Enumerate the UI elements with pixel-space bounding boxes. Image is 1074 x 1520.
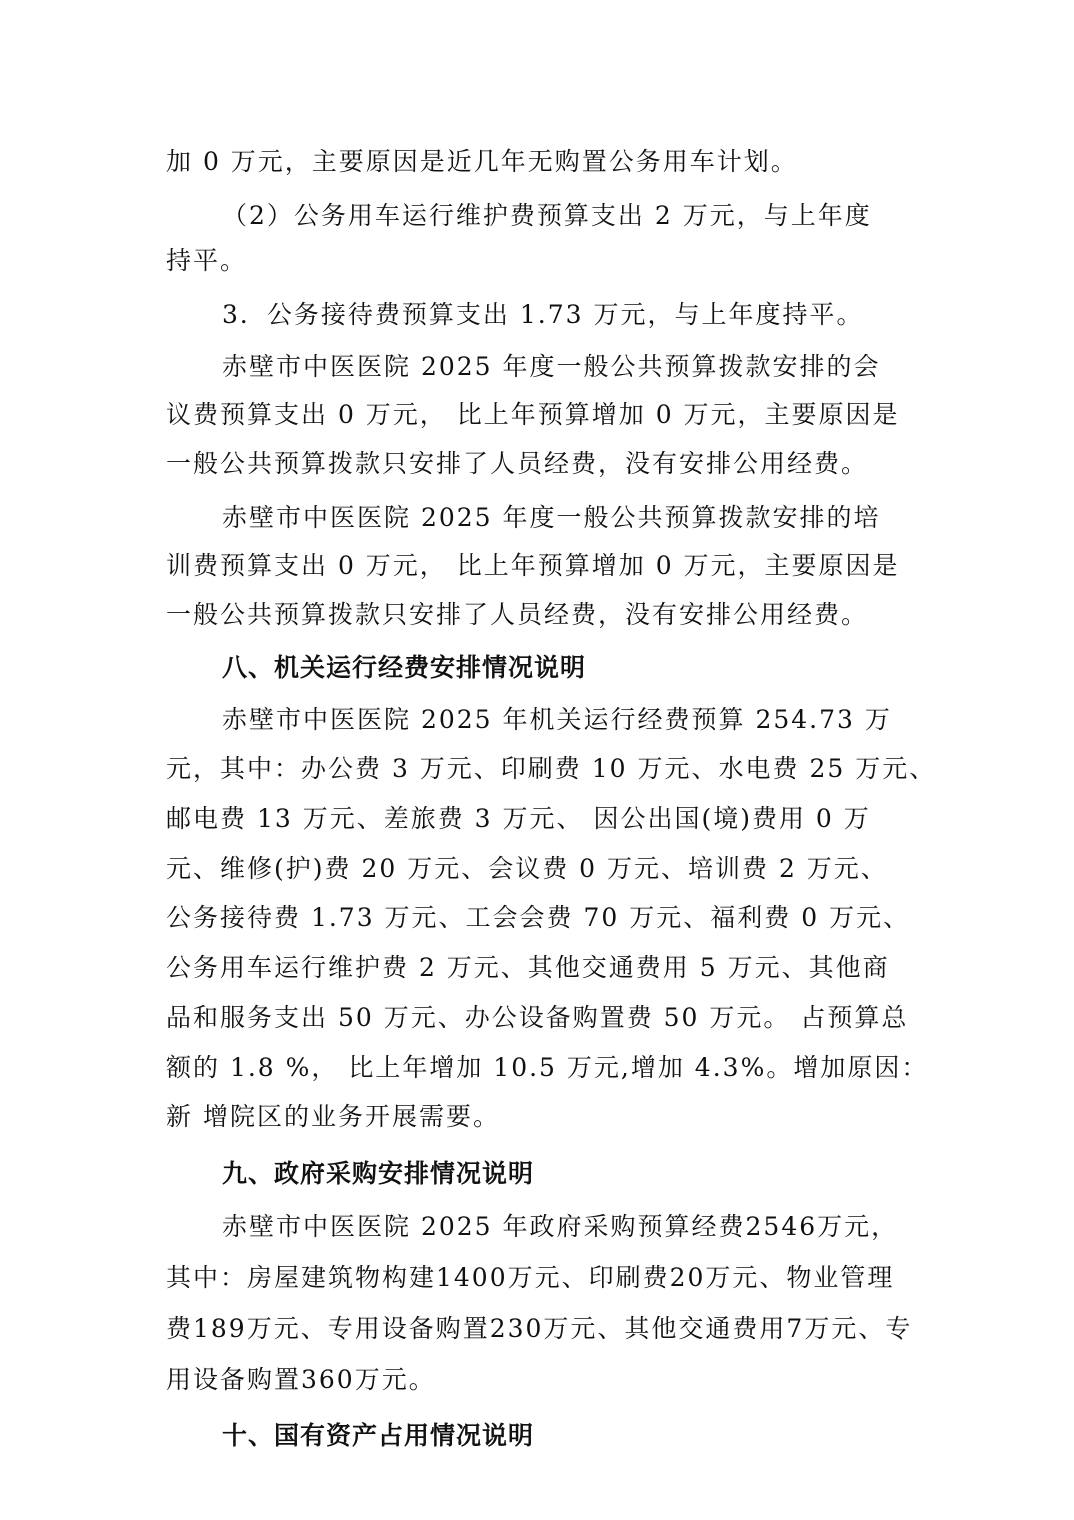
text-line: 元、维修(护)费 20 万元、会议费 0 万元、培训费 2 万元、	[166, 854, 888, 883]
text-line: 赤壁市中医医院 2025 年机关运行经费预算 254.73 万	[222, 705, 892, 734]
text-line: 加 0 万元，主要原因是近几年无购置公务用车计划。	[166, 147, 798, 176]
text-line: 额的 1.8 %， 比上年增加 10.5 万元,增加 4.3%。增加原因：	[166, 1053, 929, 1082]
section-heading: 八、机关运行经费安排情况说明	[222, 653, 587, 682]
text-line: 一般公共预算拨款只安排了人员经费，没有安排公用经费。	[166, 449, 869, 478]
text-line: 赤壁市中医医院 2025 年政府采购预算经费2546万元，	[222, 1212, 899, 1241]
text-line: （2）公务用车运行维护费预算支出 2 万元，与上年度	[222, 201, 872, 230]
text-line: 元，其中：办公费 3 万元、印刷费 10 万元、水电费 25 万元、	[166, 754, 937, 783]
section-heading: 十、国有资产占用情况说明	[222, 1421, 535, 1450]
text-line: 品和服务支出 50 万元、办公设备购置费 50 万元。 占预算总	[166, 1003, 909, 1032]
text-line: 其中：房屋建筑物构建1400万元、印刷费20万元、物业管理	[166, 1263, 895, 1292]
text-line: 赤壁市中医医院 2025 年度一般公共预算拨款安排的培	[222, 503, 881, 532]
text-line: 训费预算支出 0 万元， 比上年预算增加 0 万元，主要原因是	[166, 551, 900, 580]
text-line: 公务用车运行维护费 2 万元、其他交通费用 5 万元、其他商	[166, 953, 890, 982]
text-line: 费189万元、专用设备购置230万元、其他交通费用7万元、专	[166, 1314, 913, 1343]
text-line: 用设备购置360万元。	[166, 1365, 436, 1394]
text-line: 公务接待费 1.73 万元、工会会费 70 万元、福利费 0 万元、	[166, 903, 911, 932]
text-line: 持平。	[166, 246, 248, 275]
section-heading: 九、政府采购安排情况说明	[222, 1159, 535, 1188]
text-line: 一般公共预算拨款只安排了人员经费，没有安排公用经费。	[166, 600, 869, 629]
text-line: 赤壁市中医医院 2025 年度一般公共预算拨款安排的会	[222, 352, 881, 381]
text-line: 邮电费 13 万元、差旅费 3 万元、 因公出国(境)费用 0 万	[166, 804, 871, 833]
text-line: 议费预算支出 0 万元， 比上年预算增加 0 万元，主要原因是	[166, 400, 900, 429]
text-line: 新 增院区的业务开展需要。	[166, 1102, 500, 1131]
text-line: 3．公务接待费预算支出 1.73 万元，与上年度持平。	[222, 300, 864, 329]
